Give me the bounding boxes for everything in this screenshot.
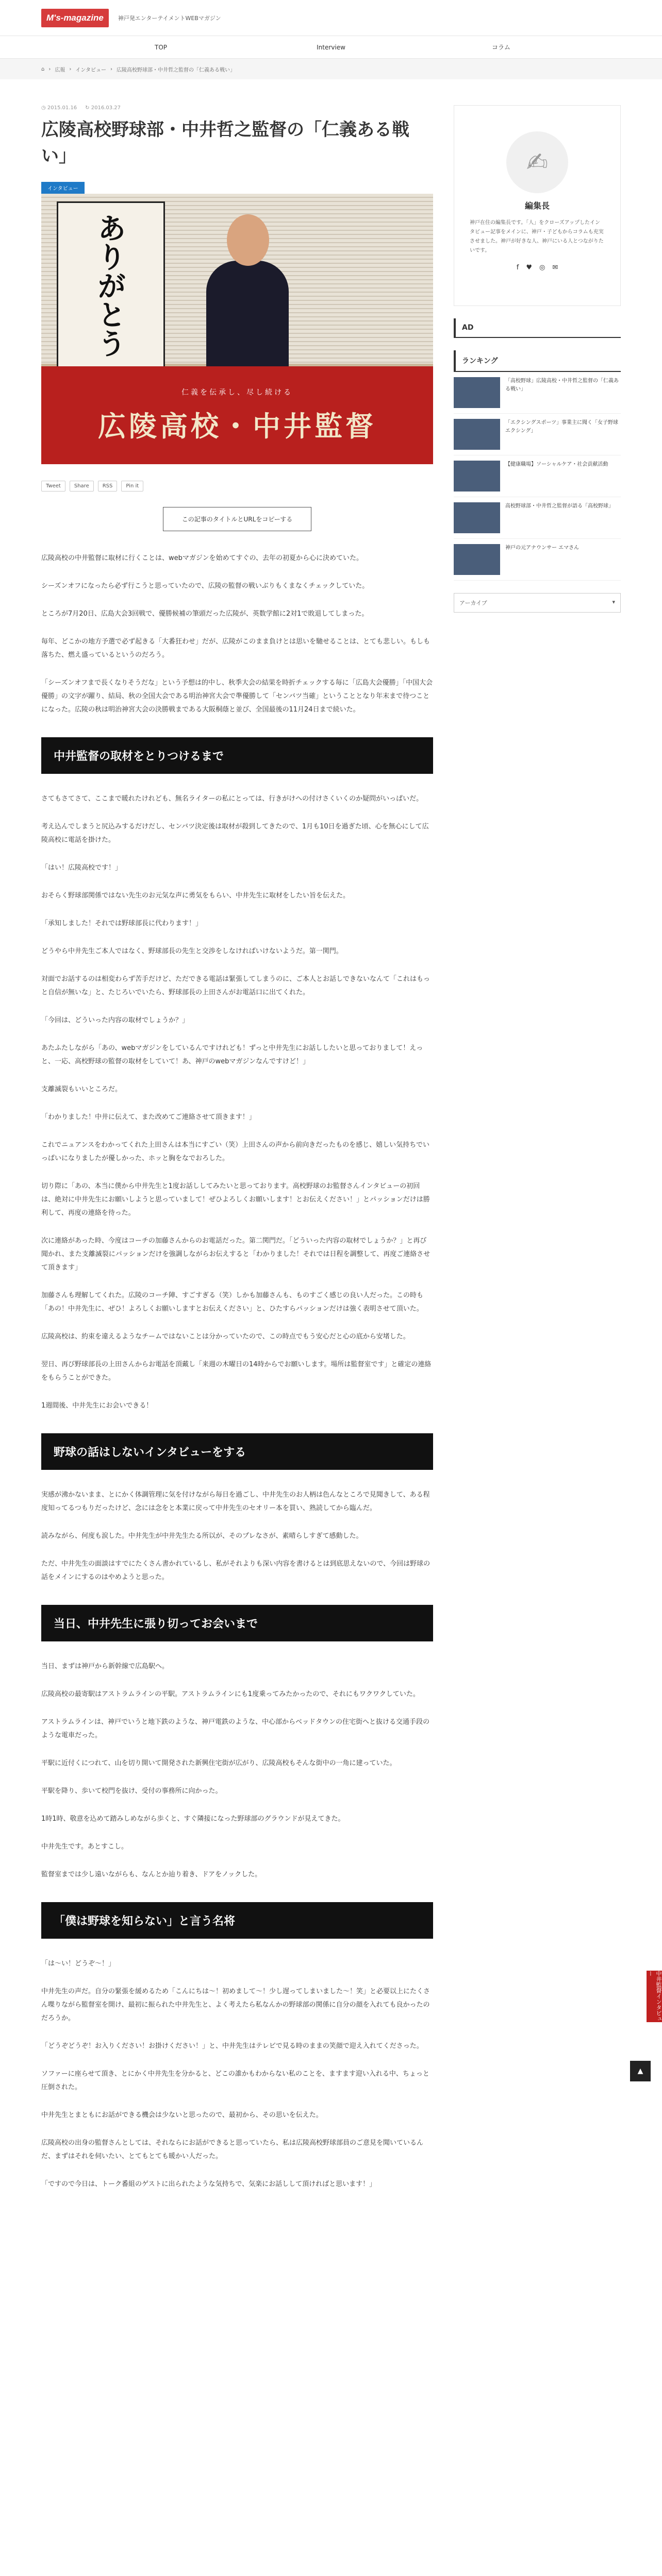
paragraph: 中井先生の声だ。自分の緊張を緩めるため「こんにちは～！初めまして～！少し遅ってしまいました～！笑」と必要以上にたくさん喋りながら監督室を開け、最初に振られた中井先生と、よく考えたら私なんかの野球部の関係に自分の顔を入れても良かったのだろうか。 [41, 1988, 431, 2022]
ad-heading: AD [454, 318, 621, 338]
site-tagline: 神戸発エンターテイメントWEBマガジン [118, 14, 221, 22]
ranking-title: 「エクシングスポーツ」事業主に聞く「女子野球エクシング」 [505, 420, 619, 434]
breadcrumb-current: 広陵高校野球部・中井哲之監督の「仁義ある戦い」 [116, 67, 235, 73]
archive-label: アーカイブ [459, 600, 487, 606]
nav-item-column[interactable]: コラム [492, 44, 510, 51]
hero-banner [41, 366, 433, 464]
article-title: 広陵高校野球部・中井哲之監督の「仁義ある戦い」 [41, 120, 409, 166]
paragraph: 対面でお話するのは相変わらず苦手だけど、ただできる電話は緊張してしまうのに、ご本人とお話しできないなんて「これはもっと自信が無いな」と、たじろいでいたら、野球部長の上田さんがお電話口に出てくれた。 [41, 975, 431, 996]
paragraph: これでニュアンスをわかってくれた上田さんは本当にすごい（笑）上田さんの声から前向きだったものを感じ、嬉しい気持ちでいっぱいになりましたが優しかった、ホッと胸をなでおろした。 [41, 1141, 429, 1162]
section-heading: 中井監督の取材をとりつけるまで [41, 737, 433, 774]
hero-image [41, 194, 433, 464]
scroll-top-button[interactable]: ▲ [630, 2061, 651, 2081]
paragraph: 広陵高校の出身の監督さんとしては、それならにお話ができると思っていたら、私は広陵高校野球部員のご意見を聞いているんだ、まずはそれを伺いたい、とてもとても暖かい人だった。 [41, 2139, 424, 2160]
paragraph: 「どうぞどうぞ！お入りください！お掛けください！」と、中井先生はテレビで見る時のままの笑顔で迎え入れてくださった。 [41, 2042, 423, 2050]
profile-name: 編集長 [524, 201, 550, 211]
paragraph: 「は～い！どうぞ～！」 [41, 1960, 115, 1968]
paragraph: 「今回は、どういった内容の取材でしょうか？」 [41, 1016, 189, 1024]
section-heading: 当日、中井先生に張り切ってお会いまで [41, 1605, 433, 1641]
paragraph: 毎年、どこかの地方予選で必ず起きる「大番狂わせ」だが、広陵がこのまま負けとは思いを馳せることは、とても悲しい。もしも落ちた、燃え盛っているというのだろう。 [41, 638, 431, 659]
hero-subtitle: 仁義を伝承し、尽し続ける [181, 388, 293, 397]
mail-icon[interactable]: ✉ [552, 264, 558, 272]
ranking-item[interactable] [454, 497, 621, 539]
paragraph: ただ、中井先生の面談はすでにたくさん書かれているし、私がそれよりも深い内容を書けるとは到底思えないので、今回は野球の話をメインにするのはやめようと思った。 [41, 1560, 431, 1581]
breadcrumb-item[interactable]: インタビュー [75, 67, 106, 73]
paragraph: 翌日、再び野球部長の上田さんからお電話を頂戴し「来週の木曜日の14時からでお願いします。場所は監督室です」と確定の連絡をもらうことができた。 [41, 1361, 432, 1382]
ranking-title: 【健康職場】ソーシャルケア・社会貢献活動 [505, 462, 608, 467]
article-dates [41, 105, 433, 111]
ranking-item[interactable] [454, 539, 621, 581]
global-nav [0, 36, 662, 59]
published-date: ◷ 2015.01.16 [41, 105, 77, 111]
paragraph: 中井先生とまともにお話ができる機会は少ないと思ったので、最初から、その思いを伝えた。 [41, 2111, 323, 2119]
chevron-right-icon: › [69, 66, 72, 72]
paragraph: 1時1時、敬意を込めて踏みしめながら歩くと、すぐ隣接になった野球部のグラウンドが見えてきた。 [41, 1815, 345, 1823]
hero-caption: 広陵高校・中井監督 [98, 409, 376, 443]
paragraph: 読みながら、何度も涙した。中井先生が中井先生たる所以が、そのプレなさが、素晴らしすぎて感動した。 [41, 1532, 363, 1540]
paragraph: 「シーズンオフまで長くなりそうだな」という予想は的中し、秋季大会の結果を時折チェックする毎に「広島大会優勝」「中国大会優勝」の文字が躍り、結局、秋の全国大会である明治神宮大会で準優勝して「センバツ当確」ということとなり年末まで待つことになった。広陵の秋は明治神宮大会の決勝戦まである大阪桐蔭と並び、全国最後の11月24日まで続いた。 [41, 679, 433, 714]
paragraph: 加藤さんも理解してくれた。広陵のコーチ陣、すごすぎる（笑）しかも加藤さんも、ものすごく感じの良い人だった。この時も「あの！中井先生に、ぜひ！よろしくお願いしますとお伝えください」と、ひたすらパッションだけは強く表明させて頂いた。 [41, 1292, 424, 1313]
paragraph: 広陵高校の最寄駅はアストラムラインの平駅。アストラムラインにも1度乗ってみたかったので、それにもワクワクしていた。 [41, 1690, 420, 1698]
paragraph: 当日、まずは神戸から新幹線で広島駅へ。 [41, 1663, 169, 1670]
facebook-icon[interactable]: f [516, 264, 519, 272]
ranking-item[interactable] [454, 455, 621, 497]
paragraph: どうやら中井先生ご本人ではなく、野球部長の先生と交渉をしなければいけないようだ。第一関門。 [41, 947, 343, 955]
ranking-title: 神戸の元アナウンサー エマさん [505, 545, 580, 551]
chevron-down-icon: ▾ [612, 599, 615, 605]
ranking-item[interactable] [454, 414, 621, 455]
side-tab[interactable]: 中井監督インタビュー [647, 1971, 662, 2022]
ranking-item[interactable] [454, 372, 621, 414]
profile-card [454, 105, 621, 306]
article [41, 105, 433, 2206]
pinterest-button[interactable]: Pin it [121, 481, 143, 492]
instagram-icon[interactable]: ◎ [539, 264, 545, 272]
section-heading: 「僕は野球を知らない」と言う名将 [41, 1902, 433, 1939]
ranking-thumbnail [454, 544, 500, 575]
paragraph: おそらく野球部関係ではない先生のお元気な声に勇気をもらい、中井先生に取材をしたい旨を伝えた。 [41, 892, 350, 900]
paragraph: 「はい！広陵高校です！」 [41, 864, 122, 872]
paragraph: 支離滅裂もいいところだ。 [41, 1086, 122, 1093]
ranking-title: 「高校野球」広陵高校・中井哲之監督の「仁義ある戦い」 [505, 378, 619, 392]
paragraph: 「ですので今日は、トーク番組のゲストに出られたような気持ちで、気楽にお話しして頂ければと思います！」 [41, 2180, 376, 2188]
paragraph: 広陵高校の中井監督に取材に行くことは、webマガジンを始めてすぐの、去年の初夏から心に決めていた。 [41, 554, 363, 562]
paragraph: 「承知しました！それでは野球部長に代わります！」 [41, 920, 203, 927]
paragraph: 考え込んでしまうと尻込みするだけだし、センバツ決定後は取材が殺到してきたので、1月も10日を過ぎた頃、心を無心にして広陵高校に電話を掛けた。 [41, 823, 429, 844]
tweet-button[interactable]: Tweet [41, 481, 65, 492]
nav-item-interview[interactable]: Interview [317, 43, 345, 51]
article-body [41, 552, 433, 2191]
facebook-share-button[interactable]: Share [70, 481, 94, 492]
nav-item-top[interactable]: TOP [154, 43, 167, 51]
site-logo[interactable]: M's-magazine [41, 9, 109, 27]
section-heading: 野球の話はしないインタビューをする [41, 1433, 433, 1470]
site-header [0, 0, 662, 36]
copy-url-button[interactable]: この記事のタイトルとURLをコピーする [163, 507, 312, 531]
paragraph: ところが7月20日、広島大会3回戦で、優勝候補の筆頭だった広陵が、英数学館に2対1で敗退してしまった。 [41, 610, 369, 618]
paragraph: ソファーに座らせて頂き、とにかく中井先生を分かると、どこの誰かもわからない私のことを、ますます迎い入れる中、ちょっと圧倒された。 [41, 2070, 429, 2091]
paragraph: 監督室までは少し遠いながらも、なんとか辿り着き、ドアをノックした。 [41, 1871, 262, 1878]
paragraph: あたふたしながら「あの、webマガジンをしているんですけれども！ずっと中井先生にお話ししたいと思っておりまして！えっと、一応、高校野球の監督の取材をしていて！あ、神戸のwebマガジンなんですけど！」 [41, 1044, 423, 1065]
category-badge[interactable]: インタビュー [41, 182, 85, 194]
home-icon[interactable]: ⌂ [41, 66, 45, 72]
paragraph: 平駅に近付くにつれて、山を切り開いて開発された新興住宅街が広がり、広陵高校もそんな街中の一角に建っていた。 [41, 1759, 396, 1767]
breadcrumb-item[interactable]: 広報 [55, 67, 65, 73]
ranking-thumbnail [454, 377, 500, 408]
paragraph: 広陵高校は、約束を違えるようなチームではないことは分かっていたので、この時点でもう安心だと心の底から安堵した。 [41, 1333, 410, 1341]
calligraphy-board: ありがとう [57, 201, 165, 377]
ranking-thumbnail [454, 419, 500, 450]
editor-avatar: ✍ [506, 131, 568, 193]
ranking-heading: ランキング [454, 350, 621, 372]
paragraph: シーズンオフになったら必ず行こうと思っていたので、広陵の監督の戦いぶりもくまなくチェックしていた。 [41, 582, 369, 590]
ranking-title: 高校野球部・中井哲之監督が語る「高校野球」 [505, 503, 614, 509]
breadcrumb [0, 59, 662, 79]
coach-photo [206, 214, 289, 369]
updated-date: ↻ 2016.03.27 [85, 105, 121, 111]
ranking-thumbnail [454, 502, 500, 533]
paragraph: 中井先生です。あとすこし。 [41, 1843, 128, 1851]
paragraph: 次に連絡があった時、今度はコーチの加藤さんからのお電話だった。第二関門だ。「どういった内容の取材でしょうか？」と再び聞かれ、また支離滅裂にパッションだけを強調しながらお伝えすると「わかりました！それでは日程を調整して、再度ご連絡させて頂きます」 [41, 1237, 431, 1272]
chevron-right-icon: › [48, 66, 51, 72]
paragraph: 「わかりました！中井に伝えて、また改めてご連絡させて頂きます！」 [41, 1113, 256, 1121]
social-links [470, 264, 605, 272]
archive-select[interactable] [454, 593, 621, 613]
ranking-list [454, 372, 621, 581]
ranking-thumbnail [454, 461, 500, 492]
paragraph: 実感が沸かないまま、とにかく体調管理に気を付けながら毎日を過ごし、中井先生のお人柄は色んなところで見聞きして、ある程度知ってるつもりだったけど、念には念をと本業に戻って中井先生のセオリー本を買い、熟読してから臨んだ。 [41, 1491, 430, 1512]
paragraph: 切り際に「あの、本当に僕から中井先生と1度お話ししてみたいと思っております。高校野球のお監督さんインタビューの初回は、絶対に中井先生にお願いしようと思っていまして！ぜひよろしくお願いします！とお伝えください！」とパッションだけは勝利して、再度の連絡を待った。 [41, 1182, 430, 1217]
profile-description: 神戸在住の編集長です。「人」をクローズアップしたインタビュー記事をメインに、神戸・子どもからコラムも充実させました。神戸が好きな人、神戸にいる人とつながりたいです。 [470, 220, 604, 253]
heart-icon[interactable]: ♥ [526, 264, 532, 272]
share-buttons [41, 481, 433, 492]
sidebar [454, 105, 621, 2206]
chevron-right-icon: › [110, 66, 112, 72]
rss-button[interactable]: RSS [98, 481, 118, 492]
paragraph: 平駅を降り、歩いて校門を抜け、受付の事務所に向かった。 [41, 1787, 222, 1795]
paragraph: 1週間後、中井先生にお会いできる！ [41, 1402, 153, 1410]
paragraph: さてもさてさて、ここまで暖れたけれども、無名ライターの私にとっては、行きがけへの付けさくいくのか疑問がいっぱいだ。 [41, 795, 423, 803]
paragraph: アストラムラインは、神戸でいうと地下鉄のような、神戸電鉄のような、中心部からベッドタウンの住宅街へと抜ける交通手段のような電車だった。 [41, 1718, 429, 1739]
